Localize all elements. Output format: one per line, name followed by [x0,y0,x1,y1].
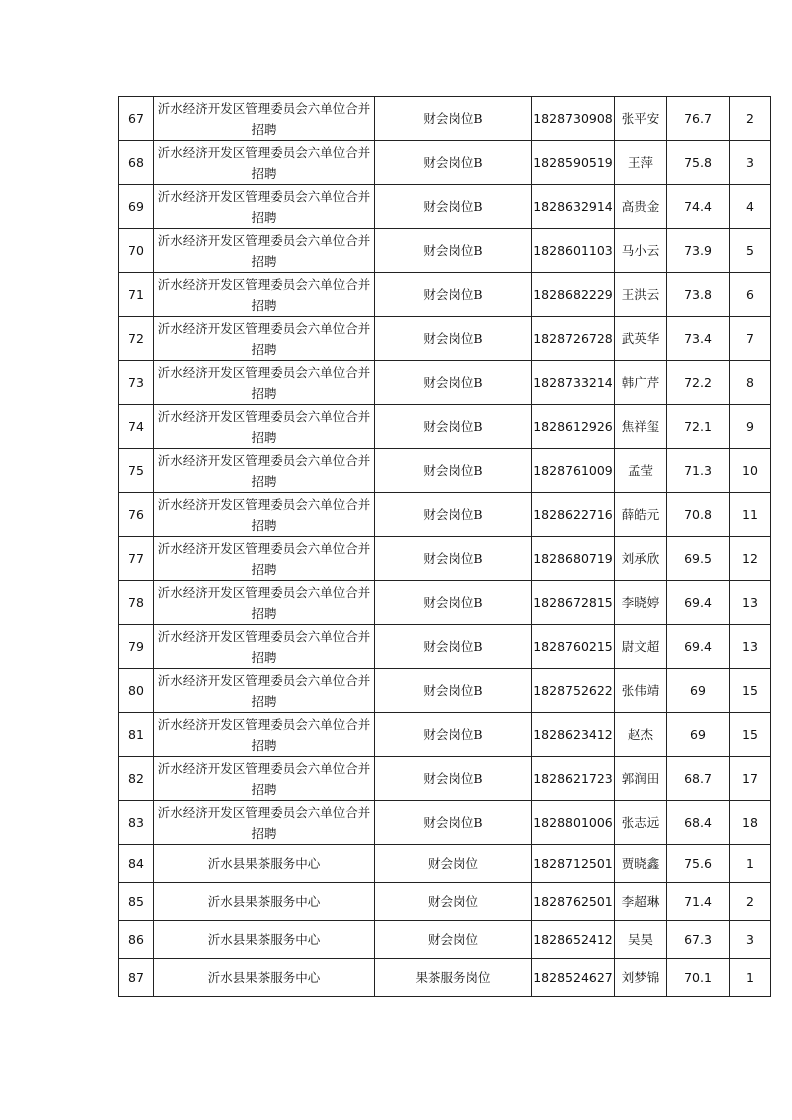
position-name: 财会岗位B [375,185,532,229]
table-row [119,713,771,757]
candidate-name: 孟莹 [615,449,667,493]
position-name: 财会岗位B [375,537,532,581]
candidate-name: 焦祥玺 [615,405,667,449]
rank: 1 [730,959,771,997]
position-name: 财会岗位B [375,361,532,405]
candidate-name: 韩广芹 [615,361,667,405]
score: 67.3 [667,921,730,959]
table-row [119,757,771,801]
row-number: 73 [119,361,154,405]
table-row [119,273,771,317]
score: 69 [667,713,730,757]
candidate-name: 尉文超 [615,625,667,669]
table-row [119,361,771,405]
exam-number: 1828730908 [532,97,615,141]
position-name: 财会岗位B [375,317,532,361]
row-number: 68 [119,141,154,185]
unit-name: 沂水经济开发区管理委员会六单位合并招聘 [154,757,375,801]
table-row [119,97,771,141]
exam-number: 1828590519 [532,141,615,185]
candidate-name: 高贵金 [615,185,667,229]
score: 72.2 [667,361,730,405]
row-number: 84 [119,845,154,883]
candidate-name: 贾晓鑫 [615,845,667,883]
position-name: 财会岗位 [375,845,532,883]
candidate-name: 王洪云 [615,273,667,317]
table-row [119,141,771,185]
score: 71.3 [667,449,730,493]
score: 69.4 [667,581,730,625]
unit-name: 沂水经济开发区管理委员会六单位合并招聘 [154,185,375,229]
rank: 13 [730,625,771,669]
score: 74.4 [667,185,730,229]
position-name: 财会岗位B [375,801,532,845]
unit-name: 沂水经济开发区管理委员会六单位合并招聘 [154,493,375,537]
candidate-name: 马小云 [615,229,667,273]
unit-name: 沂水经济开发区管理委员会六单位合并招聘 [154,581,375,625]
row-number: 69 [119,185,154,229]
candidate-name: 李超琳 [615,883,667,921]
exam-number: 1828632914 [532,185,615,229]
score: 71.4 [667,883,730,921]
row-number: 86 [119,921,154,959]
exam-number: 1828682229 [532,273,615,317]
row-number: 77 [119,537,154,581]
unit-name: 沂水经济开发区管理委员会六单位合并招聘 [154,669,375,713]
rank: 2 [730,97,771,141]
rank: 8 [730,361,771,405]
table-row [119,537,771,581]
candidate-name: 吴昊 [615,921,667,959]
position-name: 财会岗位B [375,713,532,757]
exam-number: 1828762501 [532,883,615,921]
score: 69.4 [667,625,730,669]
exam-number: 1828601103 [532,229,615,273]
unit-name: 沂水经济开发区管理委员会六单位合并招聘 [154,229,375,273]
position-name: 财会岗位B [375,625,532,669]
position-name: 财会岗位B [375,229,532,273]
unit-name: 沂水经济开发区管理委员会六单位合并招聘 [154,625,375,669]
candidate-name: 薛皓元 [615,493,667,537]
rank: 6 [730,273,771,317]
score: 76.7 [667,97,730,141]
score: 75.6 [667,845,730,883]
rank: 12 [730,537,771,581]
row-number: 87 [119,959,154,997]
candidate-name: 刘承欣 [615,537,667,581]
row-number: 76 [119,493,154,537]
candidate-name: 李晓婷 [615,581,667,625]
rank: 2 [730,883,771,921]
unit-name: 沂水经济开发区管理委员会六单位合并招聘 [154,405,375,449]
position-name: 财会岗位 [375,883,532,921]
position-name: 财会岗位B [375,97,532,141]
candidate-name: 武英华 [615,317,667,361]
rank: 3 [730,921,771,959]
exam-number: 1828672815 [532,581,615,625]
exam-number: 1828652412 [532,921,615,959]
table-row [119,845,771,883]
exam-number: 1828801006 [532,801,615,845]
unit-name: 沂水县果茶服务中心 [154,921,375,959]
table-row [119,185,771,229]
exam-number: 1828621723 [532,757,615,801]
score: 68.4 [667,801,730,845]
exam-number: 1828733214 [532,361,615,405]
unit-name: 沂水经济开发区管理委员会六单位合并招聘 [154,273,375,317]
rank: 17 [730,757,771,801]
candidate-name: 郭润田 [615,757,667,801]
row-number: 83 [119,801,154,845]
candidate-name: 王萍 [615,141,667,185]
rank: 15 [730,669,771,713]
score: 68.7 [667,757,730,801]
unit-name: 沂水经济开发区管理委员会六单位合并招聘 [154,141,375,185]
position-name: 财会岗位B [375,669,532,713]
score: 73.9 [667,229,730,273]
table-row [119,581,771,625]
table-row [119,959,771,997]
row-number: 79 [119,625,154,669]
row-number: 74 [119,405,154,449]
score: 72.1 [667,405,730,449]
table-row [119,625,771,669]
table-row [119,405,771,449]
table-row [119,229,771,273]
row-number: 75 [119,449,154,493]
table-row [119,801,771,845]
table-row [119,493,771,537]
row-number: 70 [119,229,154,273]
score: 73.4 [667,317,730,361]
score: 70.1 [667,959,730,997]
rank: 1 [730,845,771,883]
rank: 11 [730,493,771,537]
candidate-name: 赵杰 [615,713,667,757]
position-name: 财会岗位B [375,493,532,537]
row-number: 67 [119,97,154,141]
unit-name: 沂水县果茶服务中心 [154,845,375,883]
unit-name: 沂水经济开发区管理委员会六单位合并招聘 [154,713,375,757]
score: 73.8 [667,273,730,317]
row-number: 71 [119,273,154,317]
exam-number: 1828612926 [532,405,615,449]
score: 70.8 [667,493,730,537]
exam-number: 1828712501 [532,845,615,883]
position-name: 财会岗位B [375,273,532,317]
unit-name: 沂水经济开发区管理委员会六单位合并招聘 [154,449,375,493]
rank: 18 [730,801,771,845]
position-name: 财会岗位B [375,449,532,493]
rank: 13 [730,581,771,625]
rank: 4 [730,185,771,229]
exam-number: 1828680719 [532,537,615,581]
exam-number: 1828761009 [532,449,615,493]
row-number: 72 [119,317,154,361]
position-name: 财会岗位B [375,581,532,625]
rank: 10 [730,449,771,493]
exam-number: 1828622716 [532,493,615,537]
score: 75.8 [667,141,730,185]
exam-number: 1828752622 [532,669,615,713]
exam-number: 1828623412 [532,713,615,757]
unit-name: 沂水经济开发区管理委员会六单位合并招聘 [154,97,375,141]
table-row [119,883,771,921]
results-table [118,96,771,997]
table-row [119,449,771,493]
rank: 5 [730,229,771,273]
position-name: 果茶服务岗位 [375,959,532,997]
position-name: 财会岗位 [375,921,532,959]
candidate-name: 张志远 [615,801,667,845]
rank: 9 [730,405,771,449]
unit-name: 沂水经济开发区管理委员会六单位合并招聘 [154,801,375,845]
unit-name: 沂水经济开发区管理委员会六单位合并招聘 [154,361,375,405]
unit-name: 沂水县果茶服务中心 [154,883,375,921]
position-name: 财会岗位B [375,141,532,185]
unit-name: 沂水县果茶服务中心 [154,959,375,997]
table-row [119,669,771,713]
results-table-body [119,97,771,997]
rank: 7 [730,317,771,361]
table-row [119,921,771,959]
table-row [119,317,771,361]
row-number: 81 [119,713,154,757]
position-name: 财会岗位B [375,405,532,449]
position-name: 财会岗位B [375,757,532,801]
row-number: 78 [119,581,154,625]
score: 69.5 [667,537,730,581]
rank: 3 [730,141,771,185]
row-number: 82 [119,757,154,801]
candidate-name: 张伟靖 [615,669,667,713]
exam-number: 1828760215 [532,625,615,669]
row-number: 85 [119,883,154,921]
exam-number: 1828524627 [532,959,615,997]
unit-name: 沂水经济开发区管理委员会六单位合并招聘 [154,317,375,361]
score: 69 [667,669,730,713]
row-number: 80 [119,669,154,713]
candidate-name: 张平安 [615,97,667,141]
candidate-name: 刘梦锦 [615,959,667,997]
unit-name: 沂水经济开发区管理委员会六单位合并招聘 [154,537,375,581]
exam-number: 1828726728 [532,317,615,361]
rank: 15 [730,713,771,757]
